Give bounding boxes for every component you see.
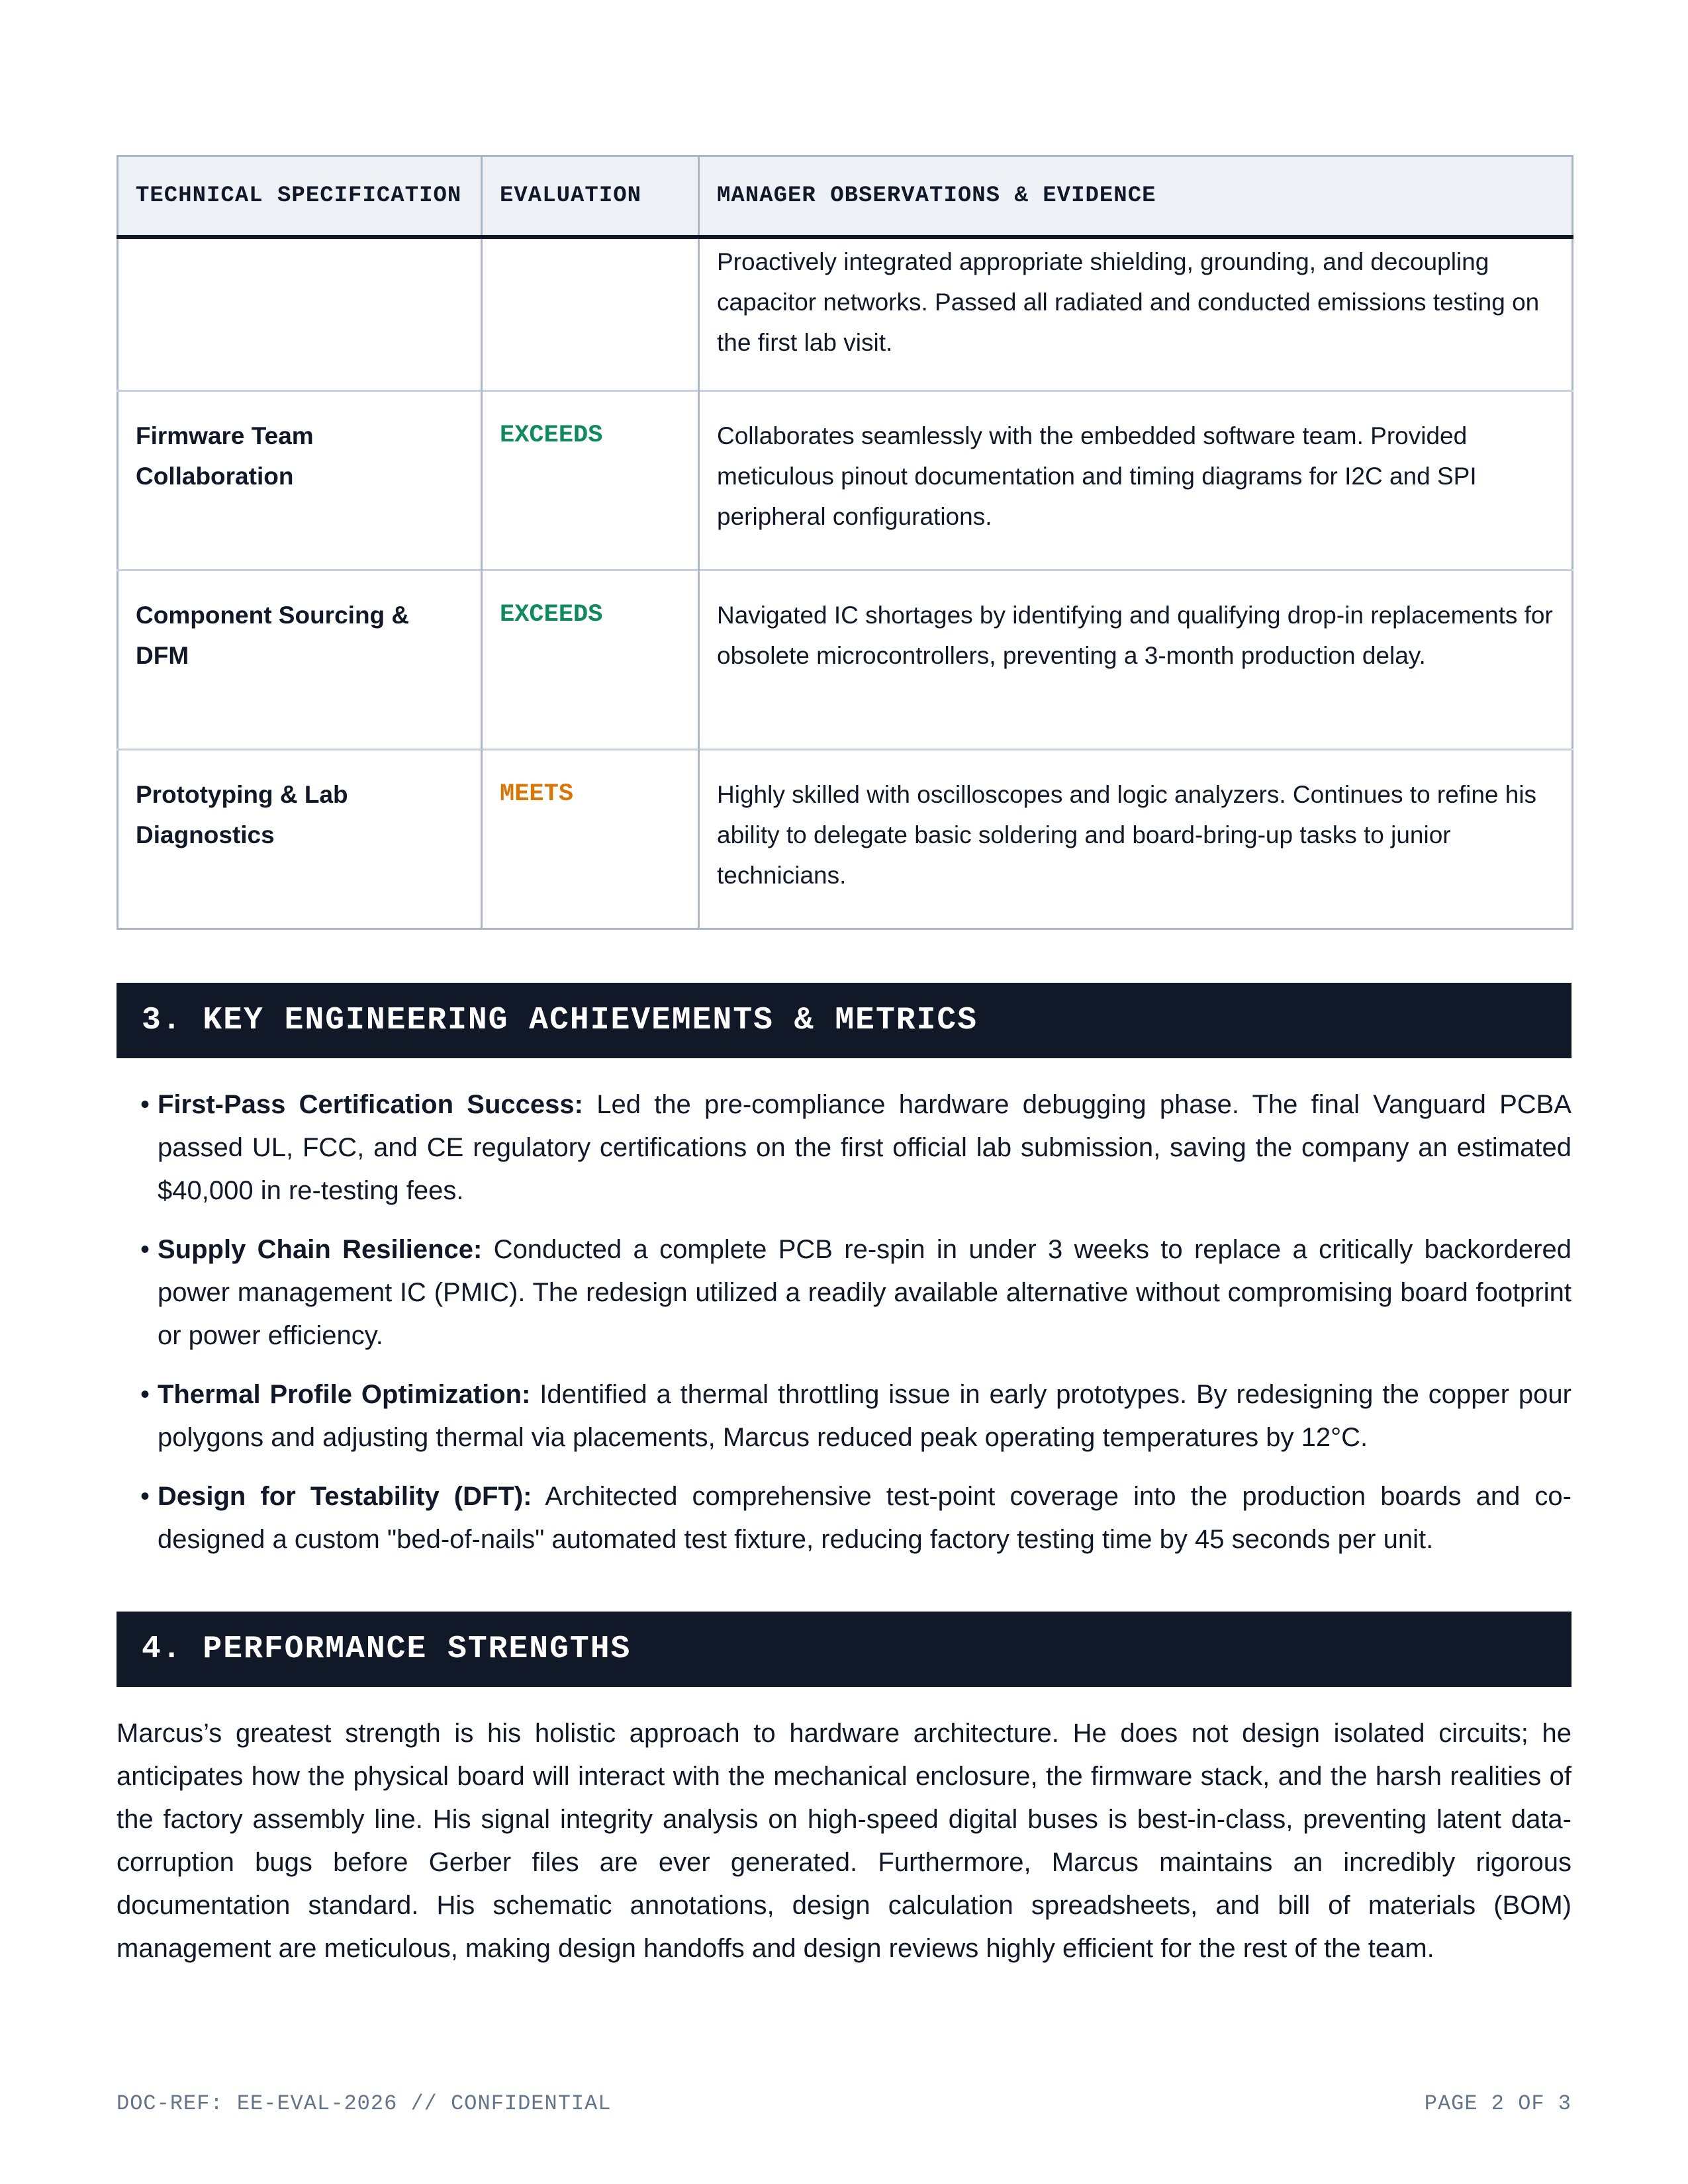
header-manager-observations: MANAGER OBSERVATIONS & EVIDENCE: [699, 156, 1573, 238]
header-evaluation: EVALUATION: [482, 156, 699, 238]
header-technical-specification: TECHNICAL SPECIFICATION: [118, 156, 482, 238]
observation-text: Proactively integrated appropriate shielding, grounding, and decoupling capacitor networks. Passed all radiated and conducted emissions testing on the first lab visit.: [699, 237, 1573, 391]
strengths-paragraph: Marcus’s greatest strength is his holistic approach to hardware architecture. He does not design isolated circuits; he anticipates how the physical board will interact with the mechanical enclosure, the firmware stack, and the harsh realities of the factory assembly line. His signal integrity analysis on high-speed digital buses is best-in-class, preventing latent data-corruption bugs before Gerber files are ever generated. Furthermore, Marcus maintains an incredibly rigorous documentation standard. His schematic annotations, design calculation spreadsheets, and bill of materials (BOM) management are meticulous, making design handoffs and design reviews highly efficient for the rest of the team.: [117, 1719, 1571, 1963]
item-lead: Thermal Profile Optimization:: [158, 1380, 531, 1409]
spec-name: Prototyping & Lab Diagnostics: [118, 750, 482, 929]
document-page: [117, 155, 1571, 1970]
table-row-continued: [118, 237, 1573, 391]
spec-name: Firmware Team Collaboration: [118, 391, 482, 570]
bullet-icon: •: [140, 1235, 150, 1264]
item-text: Identified a thermal throttling issue in early prototypes. By redesigning the copper pour polygons and adjusting thermal via placements, Marcus reduced peak operating temperatures by 12°C.: [158, 1380, 1571, 1452]
list-item: [117, 1475, 1571, 1561]
footer-doc-ref: DOC-REF: EE-EVAL-2026 // CONFIDENTIAL: [117, 2091, 612, 2116]
achievements-list: [117, 1083, 1571, 1561]
list-item: [117, 1228, 1571, 1357]
observation-text: Collaborates seamlessly with the embedded software team. Provided meticulous pinout documentation and timing diagrams for I2C and SPI peripheral configurations.: [699, 391, 1573, 570]
observation-text: Navigated IC shortages by identifying and qualifying drop-in replacements for obsolete microcontrollers, preventing a 3-month production delay.: [699, 570, 1573, 750]
footer-page-number: PAGE 2 OF 3: [1424, 2091, 1571, 2116]
item-text: Architected comprehensive test-point coverage into the production boards and co-designed a custom "bed-of-nails" automated test fixture, reducing factory testing time by 45 seconds per unit.: [158, 1482, 1571, 1554]
bullet-icon: •: [140, 1482, 150, 1511]
evaluation-table: [117, 155, 1573, 930]
list-item: [117, 1373, 1571, 1459]
spec-name: Component Sourcing & DFM: [118, 570, 482, 750]
list-item: [117, 1083, 1571, 1212]
table-row: [118, 750, 1573, 929]
evaluation-rating: [482, 237, 699, 391]
observation-text: Highly skilled with oscilloscopes and logic analyzers. Continues to refine his ability to delegate basic soldering and board-bring-up tasks to junior technicians.: [699, 750, 1573, 929]
item-lead: Supply Chain Resilience:: [158, 1235, 483, 1264]
bullet-icon: •: [140, 1090, 150, 1119]
bullet-icon: •: [140, 1380, 150, 1409]
section-heading-strengths: 4. PERFORMANCE STRENGTHS: [117, 1612, 1571, 1687]
table-row: [118, 391, 1573, 570]
table-row: [118, 570, 1573, 750]
evaluation-rating: EXCEEDS: [482, 570, 699, 750]
spec-name: [118, 237, 482, 391]
section-heading-achievements: 3. KEY ENGINEERING ACHIEVEMENTS & METRICS: [117, 983, 1571, 1058]
item-text: Conducted a complete PCB re-spin in under 3 weeks to replace a critically backordered power management IC (PMIC). The redesign utilized a readily available alternative without compromising board footprint or power efficiency.: [158, 1235, 1572, 1350]
item-lead: First-Pass Certification Success:: [158, 1090, 583, 1119]
page-footer: [117, 2091, 1571, 2116]
evaluation-rating: MEETS: [482, 750, 699, 929]
table-header-row: [118, 156, 1573, 238]
evaluation-rating: EXCEEDS: [482, 391, 699, 570]
item-text: Led the pre-compliance hardware debugging phase. The final Vanguard PCBA passed UL, FCC, and CE regulatory certifications on the first official lab submission, saving the company an estimated $40,000 in re-testing fees.: [158, 1090, 1571, 1205]
item-lead: Design for Testability (DFT):: [158, 1482, 532, 1511]
